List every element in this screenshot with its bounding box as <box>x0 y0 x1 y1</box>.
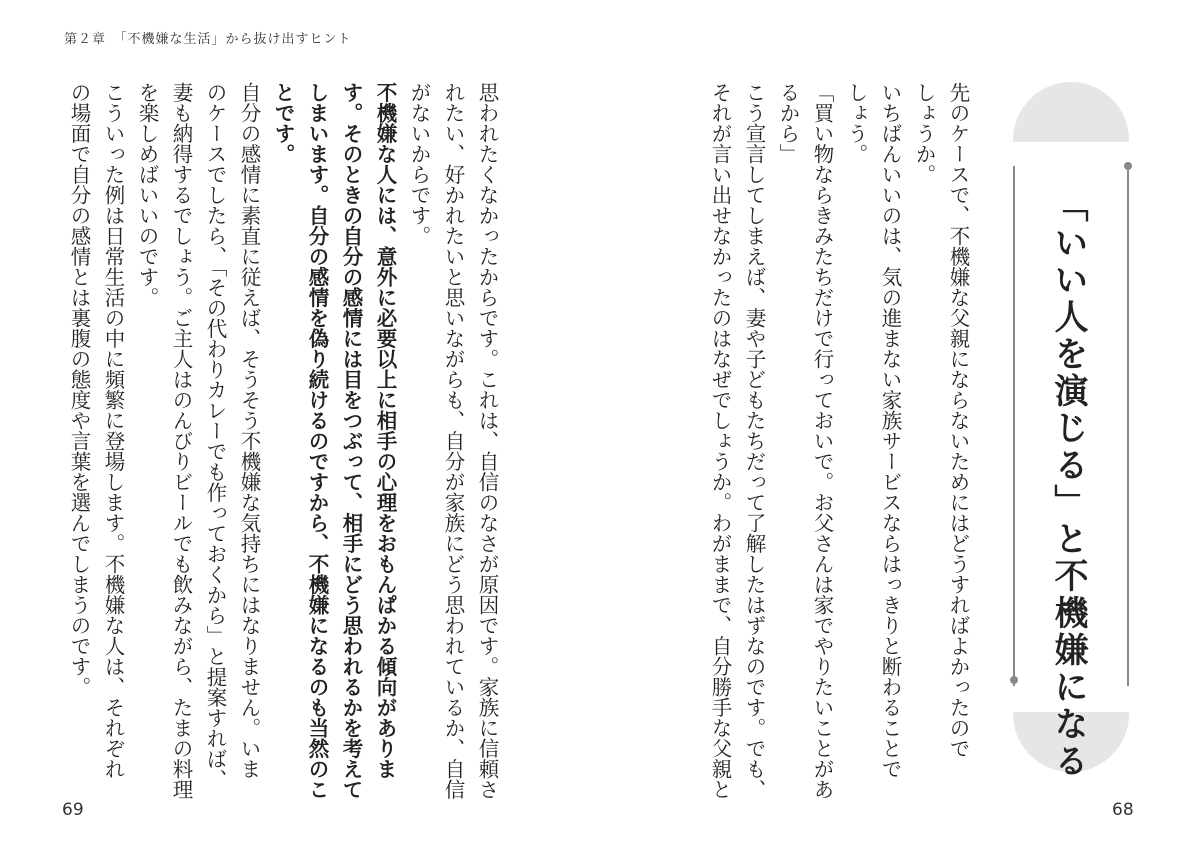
heading-rule-left <box>1013 166 1015 686</box>
body-line: 自分の感情に素直に従えば、そうそう不機嫌な気持ちにはなりません。いま <box>237 82 261 779</box>
page-number-right: 68 <box>1112 800 1134 820</box>
body-line: いちばんいいのは、気の進まない家族サービスならはっきりと断わることで <box>878 82 902 779</box>
heading-dot-bottom <box>1010 676 1018 684</box>
body-line: 先のケースで、不機嫌な父親にならないためにはどうすればよかったので <box>946 82 970 759</box>
body-line: こう宣言してしまえば、妻や子どもたちだって了解したはずなのです。でも、 <box>742 82 766 800</box>
body-line: がないからです。 <box>407 82 431 246</box>
body-line: のケースでしたら、「その代わりカレーでも作っておくから」と提案すれば、 <box>203 82 227 790</box>
body-line-bold: す。そのときの自分の感情には目をつぶって、相手にどう思われるかを考えて <box>339 82 363 800</box>
body-line: それが言い出せなかったのはなぜでしょうか。わがままで、自分勝手な父親と <box>708 82 732 800</box>
body-line: 妻も納得するでしょう。ご主人はのんびりビールでも飲みながら、たまの料理 <box>169 82 193 800</box>
body-line: を楽しめばいいのです。 <box>135 82 159 308</box>
body-line: しょう。 <box>844 82 868 164</box>
section-heading: 「いい人を演じる」と不機嫌になる <box>1048 188 1088 780</box>
body-line: 「買い物ならきみたちだけで行っておいで。お父さんは家でやりたいことがあ <box>810 82 834 800</box>
heading-dot-top <box>1124 162 1132 170</box>
left-page-body <box>62 82 504 800</box>
heading-cap-top <box>1013 82 1129 142</box>
body-line-bold: とです。 <box>271 82 295 164</box>
body-line: れたい、好かれたいと思いながらも、自分が家族にどう思われているか、自信 <box>441 82 465 800</box>
heading-rule-right <box>1127 166 1129 686</box>
body-line: るから」 <box>776 82 800 164</box>
body-line: しょうか。 <box>912 82 936 185</box>
running-head: 第２章 「不機嫌な生活」から抜け出すヒント <box>64 32 352 47</box>
body-line-bold: しまいます。自分の感情を偽り続けるのですから、不機嫌になるのも当然のこ <box>305 82 329 800</box>
body-line: 思われたくなかったからです。これは、自信のなさが原因です。家族に信頼さ <box>475 82 499 800</box>
page-number-left: 69 <box>62 800 84 820</box>
body-line: の場面で自分の感情とは裏腹の態度や言葉を選んでしまうのです。 <box>67 82 91 697</box>
body-line: こういった例は日常生活の中に頻繁に登場します。不機嫌な人は、それぞれ <box>101 82 125 779</box>
body-line-bold: 不機嫌な人には、意外に必要以上に相手の心理をおもんぱかる傾向がありま <box>373 82 397 779</box>
right-page-body <box>703 82 975 800</box>
